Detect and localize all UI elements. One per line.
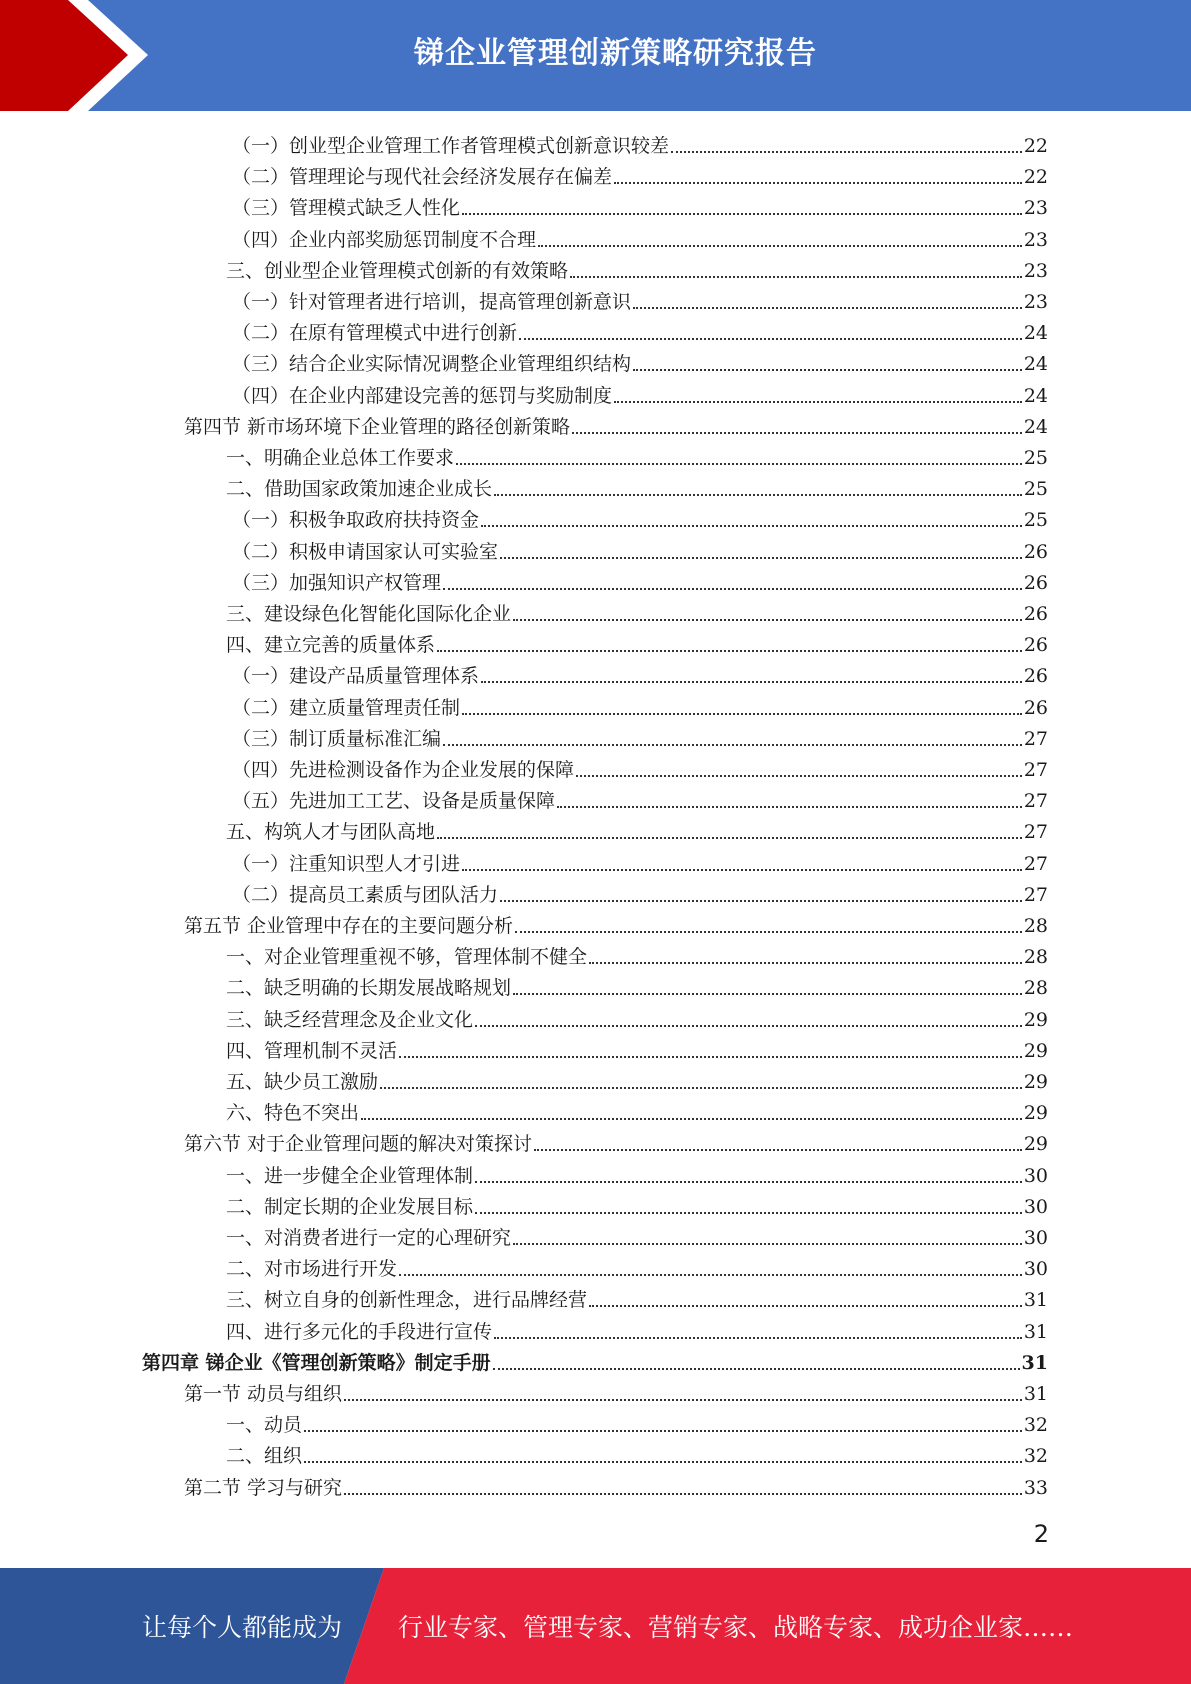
toc-dot-leader [500,900,1022,902]
toc-entry-title: 五、缺少员工激励 [226,1071,379,1093]
toc-entry-page: 28 [1023,915,1048,937]
toc-entry-page: 29 [1023,1102,1048,1125]
toc-entry[interactable] [232,158,1048,189]
toc-entry-title: 第四节 新市场环境下企业管理的路径创新策略 [184,415,571,438]
toc-entry-page: 23 [1023,291,1048,313]
toc-entry-title: （三）制订质量标准汇编 [232,727,442,750]
toc-dot-leader [614,401,1022,403]
toc-dot-leader [513,619,1022,621]
toc-entry-page: 31 [1023,1289,1048,1312]
toc-entry-page: 24 [1023,353,1048,376]
toc-entry[interactable] [232,876,1048,907]
toc-entry[interactable] [226,1032,1048,1063]
toc-entry-title: 一、动员 [226,1414,303,1437]
toc-entry[interactable] [232,720,1048,751]
toc-entry-page: 26 [1023,665,1048,688]
toc-entry-title: 第一节 动员与组织 [184,1383,343,1405]
toc-entry[interactable] [232,189,1048,220]
toc-entry-page: 31 [1021,1351,1048,1374]
toc-entry[interactable] [226,813,1048,844]
footer-slogan-right: 行业专家、管理专家、营销专家、战略专家、成功企业家…… [398,1613,1074,1642]
toc-entry-page: 23 [1023,259,1048,282]
toc-entry-page: 26 [1023,571,1048,594]
toc-entry[interactable] [232,657,1048,688]
toc-entry-title: 第六节 对于企业管理问题的解决对策探讨 [184,1133,533,1156]
toc-dot-leader [633,307,1022,309]
toc-entry[interactable] [232,751,1048,782]
toc-entry-title: （二）在原有管理模式中进行创新 [232,322,518,345]
toc-dot-leader [576,775,1022,777]
toc-dot-leader [462,869,1022,871]
toc-entry[interactable] [184,1469,1048,1500]
toc-entry[interactable] [226,1063,1048,1094]
toc-entry[interactable] [184,1375,1048,1406]
page-header [0,0,1191,111]
toc-dot-leader [443,744,1022,746]
toc-dot-leader [493,1368,1020,1370]
toc-dot-leader [519,338,1022,340]
page-number: 2 [1033,1520,1049,1548]
toc-entry[interactable] [226,969,1048,1000]
toc-entry-title: 一、进一步健全企业管理体制 [226,1164,474,1187]
toc-entry-title: （一）积极争取政府扶持资金 [232,509,480,532]
toc-dot-leader [494,494,1022,496]
toc-entry-page: 24 [1023,322,1048,345]
toc-entry-title: 三、缺乏经营理念及企业文化 [226,1008,474,1031]
toc-entry-page: 32 [1023,1414,1048,1437]
toc-entry-page: 25 [1023,447,1048,469]
toc-dot-leader [462,213,1022,215]
toc-entry[interactable] [226,1437,1048,1468]
toc-entry-page: 24 [1023,384,1048,407]
toc-entry-title: 二、借助国家政策加速企业成长 [226,478,493,501]
toc-entry-title: （一）创业型企业管理工作者管理模式创新意识较差 [232,135,670,157]
toc-entry[interactable] [226,1188,1048,1219]
toc-entry-title: 第二节 学习与研究 [184,1476,343,1499]
toc-entry-title: 四、进行多元化的手段进行宣传 [226,1320,493,1343]
toc-dot-leader [437,650,1022,652]
toc-dot-leader [361,1118,1022,1120]
toc-entry-title: （二）提高员工素质与团队活力 [232,883,499,906]
toc-entry-page: 29 [1023,1133,1048,1156]
toc-dot-leader [589,1305,1022,1307]
toc-entry-page: 30 [1023,1258,1048,1281]
toc-entry-page: 30 [1023,1164,1048,1187]
toc-dot-leader [344,1399,1022,1401]
page-footer [0,1568,1191,1684]
toc-entry-page: 29 [1023,1039,1048,1062]
toc-entry-page: 26 [1023,540,1048,563]
toc-entry-page: 31 [1023,1320,1048,1343]
toc-entry-page: 24 [1023,415,1048,438]
toc-dot-leader [557,806,1022,808]
toc-dot-leader [500,557,1022,559]
toc-entry[interactable] [232,314,1048,345]
toc-dot-leader [515,931,1022,933]
toc-entry-page: 30 [1023,1195,1048,1218]
toc-entry-page: 22 [1023,166,1048,189]
toc-entry[interactable] [226,1281,1048,1312]
toc-entry-title: 二、缺乏明确的长期发展战略规划 [226,977,512,1000]
toc-entry-title: 二、制定长期的企业发展目标 [226,1195,474,1218]
toc-entry[interactable] [232,689,1048,720]
toc-dot-leader [513,1243,1022,1245]
toc-entry[interactable] [232,845,1048,876]
toc-entry-title: （二）积极申请国家认可实验室 [232,540,499,563]
toc-entry-title: （四）在企业内部建设完善的惩罚与奖励制度 [232,384,613,407]
toc-entry-title: 四、管理机制不灵活 [226,1039,398,1062]
toc-entry-title: 一、对消费者进行一定的心理研究 [226,1227,512,1249]
toc-entry-title: 第四章 锑企业《管理创新策略》制定手册 [142,1351,491,1374]
toc-entry-page: 31 [1023,1383,1048,1405]
toc-entry[interactable] [232,345,1048,376]
toc-entry-title: 第五节 企业管理中存在的主要问题分析 [184,915,514,937]
toc-entry-page: 33 [1023,1476,1048,1499]
toc-entry-title: 一、明确企业总体工作要求 [226,447,455,469]
toc-entry[interactable] [232,377,1048,408]
toc-entry[interactable] [226,1094,1048,1125]
toc-entry-page: 23 [1023,197,1048,220]
toc-entry[interactable] [232,533,1048,564]
toc-entry[interactable] [226,252,1048,283]
toc-dot-leader [443,588,1022,590]
toc-entry-page: 29 [1023,1008,1048,1031]
toc-entry[interactable] [142,1344,1048,1375]
toc-entry-title: （四）先进检测设备作为企业发展的保障 [232,759,575,781]
toc-entry-title: 四、建立完善的质量体系 [226,634,436,657]
toc-entry-page: 27 [1023,759,1048,781]
toc-entry[interactable] [184,1125,1048,1156]
toc-dot-leader [481,525,1022,527]
toc-entry-page: 29 [1023,1071,1048,1093]
toc-entry[interactable] [232,501,1048,532]
toc-dot-leader [380,1087,1022,1089]
toc-entry-page: 27 [1023,790,1048,813]
toc-entry-title: 六、特色不突出 [226,1102,360,1125]
toc-entry-page: 27 [1023,821,1048,844]
toc-entry-page: 27 [1023,727,1048,750]
toc-entry[interactable] [226,1313,1048,1344]
toc-entry[interactable] [226,1157,1048,1188]
toc-entry-title: （三）结合企业实际情况调整企业管理组织结构 [232,353,632,376]
toc-entry[interactable] [232,782,1048,813]
toc-dot-leader [572,432,1022,434]
toc-entry-title: 三、建设绿色化智能化国际化企业 [226,603,512,625]
toc-entry[interactable] [226,595,1048,626]
toc-entry-title: （四）企业内部奖励惩罚制度不合理 [232,228,537,251]
toc-entry-title: 一、对企业管理重视不够，管理体制不健全 [226,946,588,969]
toc-entry-title: （二）建立质量管理责任制 [232,696,461,719]
toc-entry-page: 28 [1023,946,1048,969]
toc-entry[interactable] [226,938,1048,969]
toc-entry-page: 27 [1023,883,1048,906]
toc-entry-title: 五、构筑人才与团队高地 [226,821,436,844]
toc-entry[interactable] [226,626,1048,657]
toc-dot-leader [475,1212,1022,1214]
toc-dot-leader [534,1149,1022,1151]
toc-dot-leader [494,1337,1022,1339]
toc-entry-page: 26 [1023,634,1048,657]
toc-entry[interactable] [232,564,1048,595]
toc-dot-leader [475,1181,1022,1183]
toc-entry-title: 三、创业型企业管理模式创新的有效策略 [226,259,569,282]
toc-entry[interactable] [226,1406,1048,1437]
toc-entry-title: （三）管理模式缺乏人性化 [232,197,461,220]
toc-dot-leader [513,993,1022,995]
toc-dot-leader [462,713,1022,715]
toc-entry-title: （一）针对管理者进行培训，提高管理创新意识 [232,291,632,313]
toc-entry-page: 25 [1023,478,1048,501]
toc-entry-page: 32 [1023,1445,1048,1468]
toc-dot-leader [671,151,1022,153]
toc-entry-page: 27 [1023,852,1048,875]
toc-dot-leader [304,1461,1022,1463]
toc-dot-leader [437,837,1022,839]
toc-entry-page: 28 [1023,977,1048,1000]
toc-entry[interactable] [232,127,1048,158]
toc-entry[interactable] [226,470,1048,501]
toc-entry-page: 25 [1023,509,1048,532]
toc-dot-leader [481,681,1022,683]
toc-entry-title: （五）先进加工工艺、设备是质量保障 [232,790,556,813]
toc-entry-title: 二、组织 [226,1445,303,1468]
toc-dot-leader [399,1056,1022,1058]
toc-entry-title: （一）注重知识型人才引进 [232,852,461,875]
toc-entry[interactable] [232,283,1048,314]
toc-dot-leader [570,276,1022,278]
toc-dot-leader [399,1274,1022,1276]
toc-entry-title: 三、树立自身的创新性理念，进行品牌经营 [226,1289,588,1312]
toc-dot-leader [633,369,1022,371]
toc-dot-leader [614,182,1022,184]
toc-entry-title: （三）加强知识产权管理 [232,571,442,594]
toc-entry-page: 26 [1023,696,1048,719]
toc-dot-leader [538,245,1022,247]
toc-dot-leader [589,962,1022,964]
toc-entry[interactable] [232,221,1048,252]
toc-entry[interactable] [184,408,1048,439]
toc-entry-page: 26 [1023,603,1048,625]
toc-entry[interactable] [184,907,1048,938]
toc-entry-title: （二）管理理论与现代社会经济发展存在偏差 [232,166,613,189]
toc-entry-page: 22 [1023,135,1048,157]
toc-dot-leader [456,463,1022,465]
toc-entry-title: （一）建设产品质量管理体系 [232,665,480,688]
toc-entry[interactable] [226,1250,1048,1281]
toc-entry[interactable] [226,439,1048,470]
toc-dot-leader [304,1430,1022,1432]
toc-entry-page: 23 [1023,228,1048,251]
report-title: 锑企业管理创新策略研究报告 [414,36,817,71]
toc-entry[interactable] [226,1001,1048,1032]
toc-dot-leader [475,1025,1022,1027]
footer-slogan-left: 让每个人都能成为 [142,1613,343,1642]
toc-dot-leader [344,1493,1022,1495]
toc-entry-page: 30 [1023,1227,1048,1249]
toc-entry-title: 二、对市场进行开发 [226,1258,398,1281]
toc-entry[interactable] [226,1219,1048,1250]
